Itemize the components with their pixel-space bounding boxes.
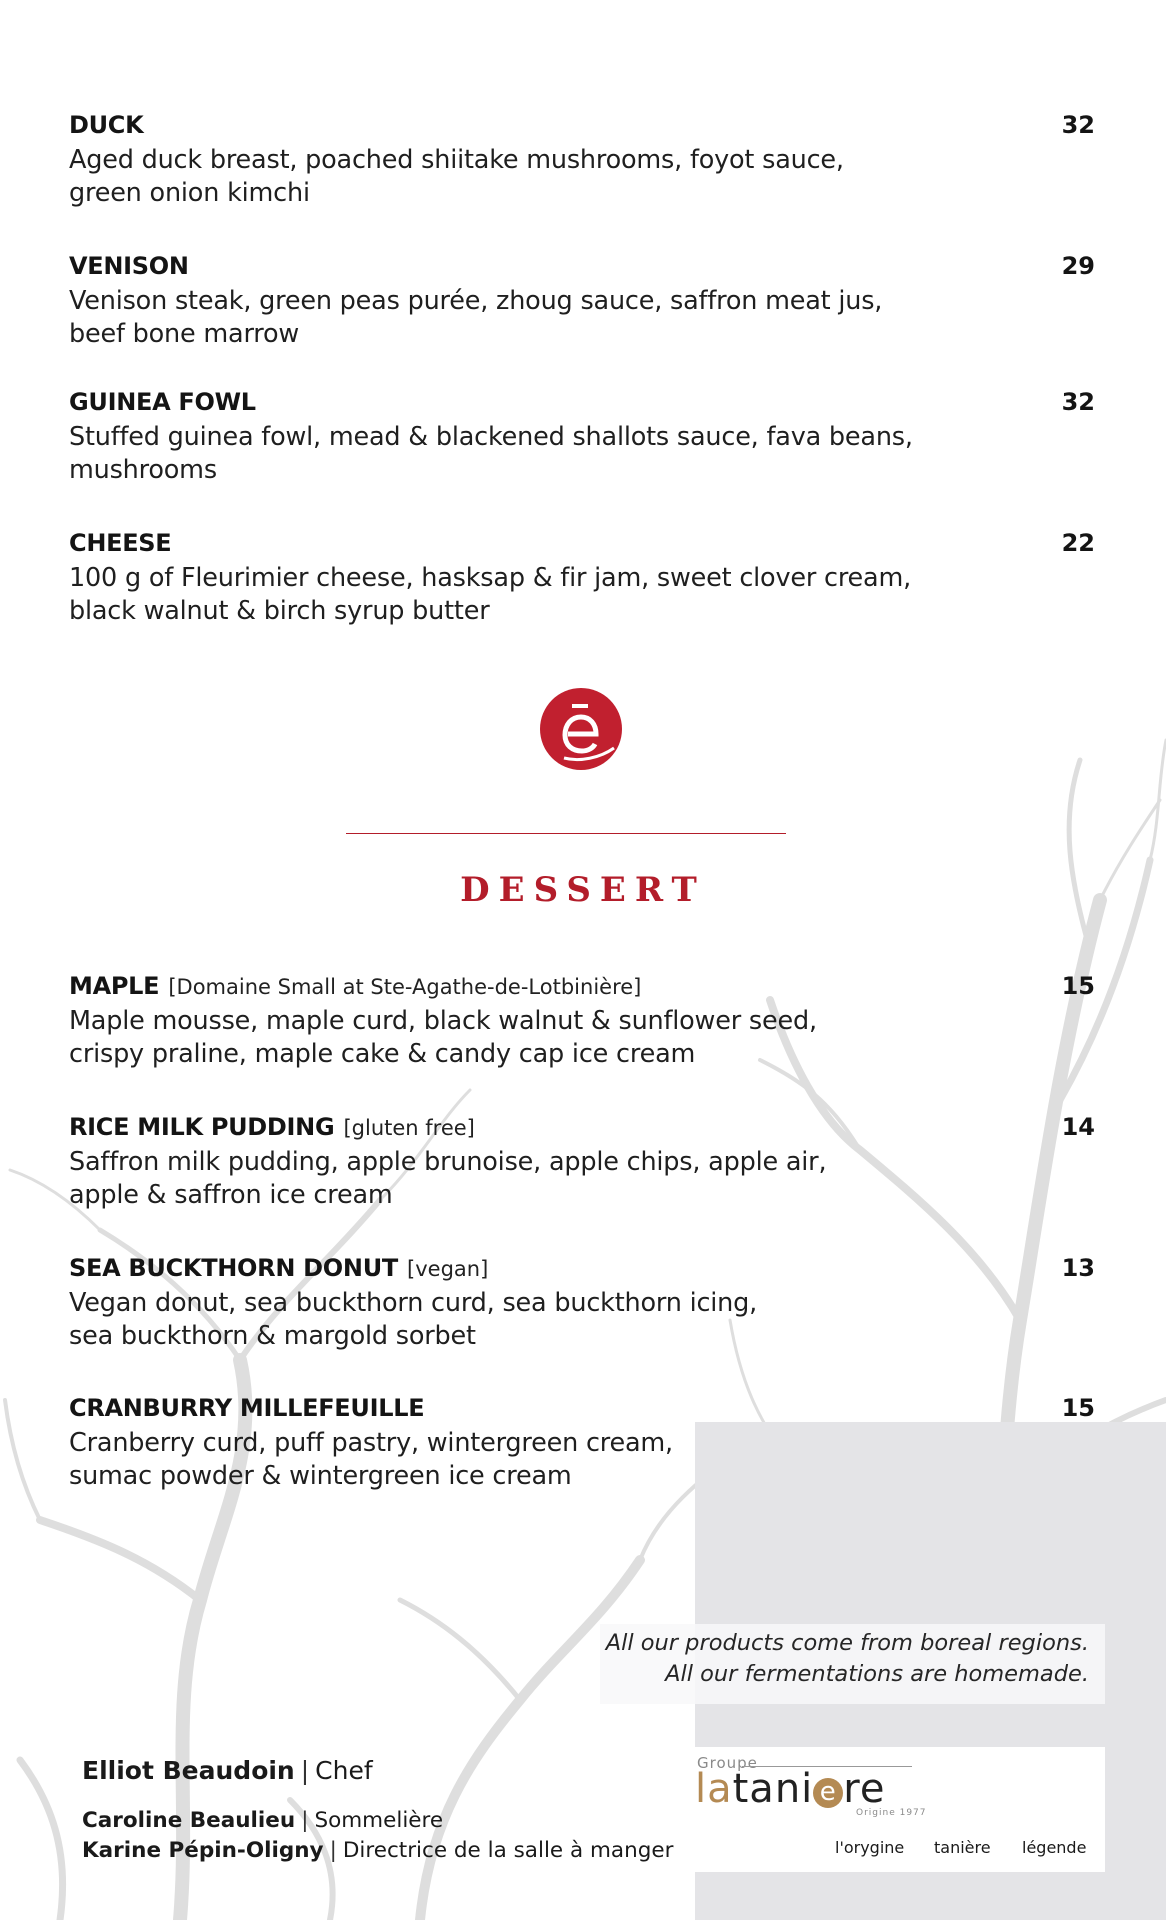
item-description (69, 562, 1095, 628)
item-price: 29 (1061, 252, 1095, 280)
credit-separator: | (329, 1838, 337, 1863)
brand-wordmark-re: re (843, 1766, 886, 1812)
sub-brand-label: l'orygine (835, 1838, 905, 1857)
item-price: 32 (1061, 111, 1095, 139)
credit-role: Sommelière (314, 1808, 444, 1833)
item-price: 13 (1061, 1254, 1095, 1282)
item-description (69, 144, 1095, 210)
menu-item (69, 529, 1095, 628)
brand-origin: Origine 1977 (856, 1808, 927, 1818)
credit-role: Directrice de la salle à manger (342, 1838, 674, 1863)
description-line: Saffron milk pudding, apple brunoise, apple chips, apple air, (69, 1147, 827, 1177)
item-description (69, 1287, 1095, 1353)
note-line: All our fermentations are homemade. (665, 1661, 1089, 1687)
item-description (69, 421, 1095, 487)
sub-brand-lorygine (835, 1838, 904, 1857)
item-title (69, 1394, 428, 1422)
brand-wordmark (695, 1766, 885, 1812)
section-divider (346, 833, 786, 834)
description-line: green onion kimchi (69, 178, 310, 208)
credit-directrice (82, 1838, 673, 1863)
item-description (69, 1146, 1095, 1212)
item-name: SEA BUCKTHORN DONUT (69, 1254, 398, 1282)
description-line: sea buckthorn & margold sorbet (69, 1321, 476, 1351)
item-name: MAPLE (69, 972, 160, 1000)
credit-name: Elliot Beaudoin (82, 1756, 295, 1785)
description-line: Vegan donut, sea buckthorn curd, sea buckthorn icing, (69, 1288, 758, 1318)
item-tag: [gluten free] (343, 1116, 475, 1140)
menu-item (69, 1254, 1095, 1353)
credit-sommeliere (82, 1808, 443, 1833)
description-line: 100 g of Fleurimier cheese, hasksap & fir jam, sweet clover cream, (69, 563, 912, 593)
item-title (69, 972, 641, 1000)
brand-groupe-label: Groupe (697, 1754, 758, 1772)
note-line: All our products come from boreal regions. (605, 1630, 1089, 1656)
credit-separator: | (300, 1756, 310, 1785)
dessert-heading: DESSERT (460, 870, 706, 910)
item-name: VENISON (69, 252, 189, 280)
description-line: beef bone marrow (69, 319, 300, 349)
description-line: mushrooms (69, 455, 217, 485)
sub-brand-taniere (934, 1838, 991, 1857)
sub-brand-legende (1022, 1838, 1086, 1857)
item-name: GUINEA FOWL (69, 388, 256, 416)
restaurant-e-logo-icon (540, 688, 622, 770)
item-title (69, 1254, 488, 1282)
sub-brand-label: tanière (934, 1838, 991, 1857)
credit-chef (82, 1756, 373, 1785)
description-line: crispy praline, maple cake & candy cap ice cream (69, 1039, 696, 1069)
item-price: 15 (1061, 972, 1095, 1000)
description-line: Stuffed guinea fowl, mead & blackened shallots sauce, fava beans, (69, 422, 913, 452)
menu-item (69, 1394, 1095, 1493)
brand-wordmark-e: e (813, 1778, 843, 1808)
brand-wordmark-tani: tani (732, 1766, 814, 1812)
credit-name: Karine Pépin-Oligny (82, 1838, 324, 1863)
description-line: Aged duck breast, poached shiitake mushrooms, foyot sauce, (69, 145, 844, 175)
description-line: Cranberry curd, puff pastry, wintergreen cream, (69, 1428, 673, 1458)
item-price: 14 (1061, 1113, 1095, 1141)
menu-item (69, 252, 1095, 351)
menu-item (69, 111, 1095, 210)
credit-name: Caroline Beaulieu (82, 1808, 296, 1833)
description-line: black walnut & birch syrup butter (69, 596, 490, 626)
item-price: 15 (1061, 1394, 1095, 1422)
description-line: Maple mousse, maple curd, black walnut & sunflower seed, (69, 1006, 817, 1036)
item-description (69, 1005, 1095, 1071)
item-name: DUCK (69, 111, 144, 139)
item-name: RICE MILK PUDDING (69, 1113, 335, 1141)
item-title (69, 1113, 475, 1141)
item-name: CHEESE (69, 529, 172, 557)
description-line: apple & saffron ice cream (69, 1180, 393, 1210)
description-line: Venison steak, green peas purée, zhoug sauce, saffron meat jus, (69, 286, 883, 316)
menu-item (69, 1113, 1095, 1212)
menu-item (69, 388, 1095, 487)
item-price: 22 (1061, 529, 1095, 557)
item-description (69, 285, 1095, 351)
sub-brand-label: légende (1022, 1838, 1087, 1857)
item-price: 32 (1061, 388, 1095, 416)
credit-separator: | (301, 1808, 309, 1833)
item-name: CRANBURRY MILLEFEUILLE (69, 1394, 425, 1422)
credit-role: Chef (315, 1756, 373, 1785)
item-tag: [Domaine Small at Ste-Agathe-de-Lotbinière] (168, 975, 642, 999)
item-tag: [vegan] (407, 1257, 489, 1281)
description-line: sumac powder & wintergreen ice cream (69, 1461, 572, 1491)
brand-wordmark-la: la (695, 1766, 733, 1812)
item-description (69, 1427, 1095, 1493)
menu-item (69, 972, 1095, 1071)
